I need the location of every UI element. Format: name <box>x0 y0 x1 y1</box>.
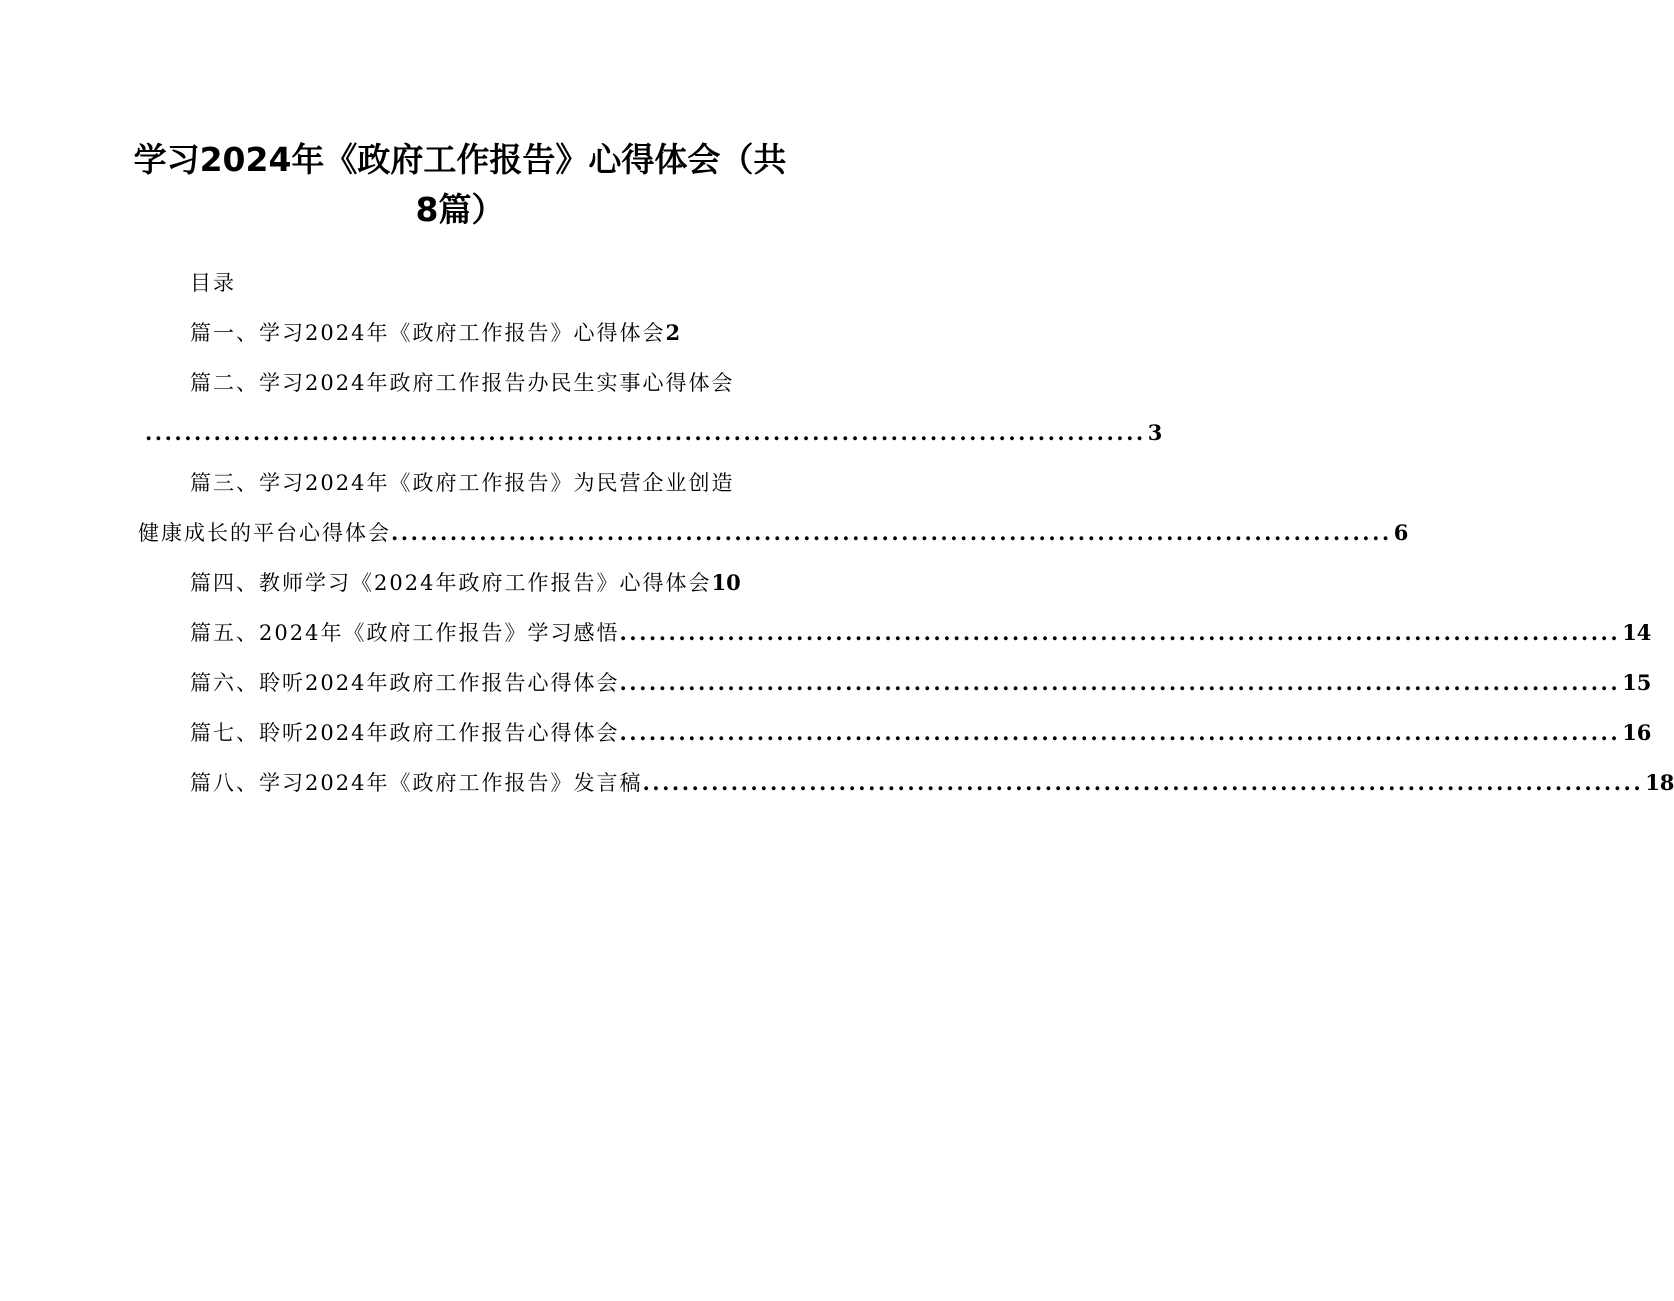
toc-entry-8-page: 18 <box>1645 770 1674 795</box>
toc-entry-6[interactable] <box>190 668 1652 698</box>
toc-entry-4[interactable] <box>190 568 741 598</box>
toc-entry-8[interactable] <box>190 768 1674 798</box>
toc-entry-3-text-line2: 健康成长的平台心得体会 <box>138 521 391 545</box>
toc-entry-3-text-line1: 篇三、学习2024年《政府工作报告》为民营企业创造 <box>190 471 735 495</box>
toc-entry-6-text: 篇六、聆听2024年政府工作报告心得体会 <box>190 671 620 695</box>
toc-entry-3[interactable] <box>190 468 734 498</box>
toc-entry-7-page: 16 <box>1622 720 1652 745</box>
toc-entry-1-text: 篇一、学习2024年《政府工作报告》心得体会 <box>190 321 666 345</box>
toc-entry-2-page: 3 <box>1147 420 1163 445</box>
toc-entry-2-leader-row[interactable] <box>145 418 1163 448</box>
toc-entry-2-leader-dots: ...................................................................................................... <box>145 420 1146 445</box>
toc-entry-8-text: 篇八、学习2024年《政府工作报告》发言稿 <box>190 771 643 795</box>
toc-entry-5-text: 篇五、2024年《政府工作报告》学习感悟 <box>190 621 620 645</box>
toc-entry-3-page: 6 <box>1393 520 1409 545</box>
toc-entry-1[interactable] <box>190 318 680 348</box>
toc-entry-4-text: 篇四、教师学习《2024年政府工作报告》心得体会 <box>190 571 712 595</box>
document-title-line2: 8篇） <box>415 190 505 229</box>
toc-entry-3-leader-dots: ...................................................................................................... <box>391 520 1392 545</box>
toc-entry-7[interactable] <box>190 718 1652 748</box>
toc-entry-5[interactable] <box>190 618 1652 648</box>
toc-entry-4-page: 10 <box>711 570 741 595</box>
toc-entry-7-leader-dots: ...................................................................................................... <box>619 720 1621 745</box>
toc-entry-7-text: 篇七、聆听2024年政府工作报告心得体会 <box>190 721 620 745</box>
toc-heading: 目录 <box>190 271 236 295</box>
toc-entry-5-leader-dots: ...................................................................................................... <box>619 620 1621 645</box>
toc-entry-8-leader-dots: ...................................................................................................... <box>642 770 1644 795</box>
toc-entry-2[interactable] <box>190 368 734 398</box>
toc-entry-6-leader-dots: ...................................................................................................... <box>619 670 1621 695</box>
toc-entry-2-text: 篇二、学习2024年政府工作报告办民生实事心得体会 <box>190 371 735 395</box>
toc-entry-1-page: 2 <box>665 320 681 345</box>
toc-entry-3-leader-row[interactable] <box>138 518 1409 548</box>
toc-entry-5-page: 14 <box>1622 620 1652 645</box>
toc-entry-6-page: 15 <box>1622 670 1652 695</box>
document-title-line1: 学习2024年《政府工作报告》心得体会（共 <box>133 140 787 179</box>
